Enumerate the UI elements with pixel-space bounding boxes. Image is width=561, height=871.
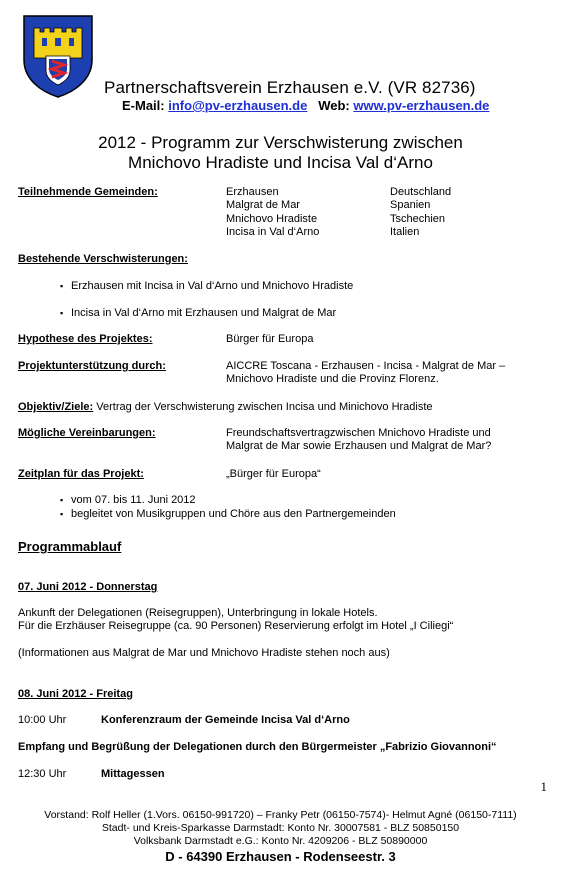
country: Spanien bbox=[390, 199, 431, 212]
day2-event-1: Konferenzraum der Gemeinde Incisa Val d‘Arno bbox=[101, 714, 350, 726]
day1-note: (Informationen aus Malgrat de Mar und Mnichovo Hradiste stehen noch aus) bbox=[18, 647, 390, 659]
day2-reception: Empfang und Begrüßung der Delegationen durch den Bürgermeister „Fabrizio Giovannoni“ bbox=[18, 741, 497, 753]
contact-line bbox=[122, 98, 489, 113]
participants-label: Teilnehmende Gemeinden: bbox=[18, 186, 158, 198]
hypothesis-value: Bürger für Europa bbox=[226, 333, 314, 345]
country: Tschechien bbox=[390, 212, 446, 225]
existing-item: ▪ Incisa in Val d‘Arno mit Erzhausen und Malgrat de Mar bbox=[71, 307, 336, 320]
town: Mnichovo Hradiste bbox=[226, 212, 318, 225]
day2-heading: 08. Juni 2012 - Freitag bbox=[18, 688, 133, 700]
objective-value: Vertrag der Verschwisterung zwischen Incisa und Minichovo Hradiste bbox=[93, 401, 433, 413]
day2-time-1: 10:00 Uhr bbox=[18, 714, 67, 726]
objective-label: Objektiv/Ziele: bbox=[18, 401, 94, 413]
town: Incisa in Val d‘Arno bbox=[226, 226, 320, 239]
support-line: Mnichovo Hradiste und die Provinz Florenz. bbox=[226, 373, 439, 386]
title-line-2: Mnichovo Hradiste und Incisa Val d‘Arno bbox=[128, 153, 433, 172]
footer-bank-1: Stadt- und Kreis-Sparkasse Darmstadt: Konto Nr. 30007581 - BLZ 50850150 bbox=[101, 822, 460, 834]
agreements-value bbox=[226, 427, 491, 454]
web-link[interactable]: www.pv-erzhausen.de bbox=[353, 98, 490, 113]
support-label: Projektunterstützung durch: bbox=[18, 360, 166, 372]
email-link[interactable]: info@pv-erzhausen.de bbox=[168, 98, 308, 113]
day1-line: Ankunft der Delegationen (Reisegruppen), Unterbringung in lokale Hotels. bbox=[18, 607, 378, 619]
hypothesis-label: Hypothese des Projektes: bbox=[18, 333, 153, 345]
schedule-item: ▪ begleitet von Musikgruppen und Chöre aus den Partnergemeinden bbox=[71, 508, 396, 521]
day1-line: Für die Erzhäuser Reisegruppe (ca. 90 Personen) Reservierung erfolgt im Hotel „I Ciliegi“ bbox=[18, 620, 454, 633]
day1-text bbox=[18, 607, 453, 634]
objective-row bbox=[18, 401, 433, 414]
country: Deutschland bbox=[390, 186, 452, 198]
email-label: E-Mail: bbox=[122, 98, 165, 113]
participants-countries bbox=[390, 186, 451, 240]
footer-board: Vorstand: Rolf Heller (1.Vors. 06150-991720) – Franky Petr (06150-7574)- Helmut Agné (06150-7111) bbox=[44, 809, 517, 821]
document-title bbox=[0, 133, 561, 173]
participants-towns bbox=[226, 186, 319, 240]
agreements-line: Malgrat de Mar sowie Erzhausen und Malgrat de Mar? bbox=[226, 440, 492, 453]
organization-name: Partnerschaftsverein Erzhausen e.V. (VR 82736) bbox=[104, 78, 476, 97]
program-heading: Programmablauf bbox=[18, 539, 122, 554]
day2-event-2: Mittagessen bbox=[101, 768, 165, 780]
agreements-label: Mögliche Vereinbarungen: bbox=[18, 427, 156, 439]
existing-item: ▪ Erzhausen mit Incisa in Val d‘Arno und Mnichovo Hradiste bbox=[71, 280, 353, 293]
town: Malgrat de Mar bbox=[226, 199, 300, 212]
agreements-line: Freundschaftsvertragzwischen Mnichovo Hradiste und bbox=[226, 427, 491, 439]
footer-bank-2: Volksbank Darmstadt e.G.: Konto Nr. 4209206 - BLZ 50890000 bbox=[133, 835, 428, 847]
schedule-item: ▪ vom 07. bis 11. Juni 2012 bbox=[71, 494, 196, 507]
day1-heading: 07. Juni 2012 - Donnerstag bbox=[18, 581, 158, 593]
town: Erzhausen bbox=[226, 186, 279, 198]
web-label: Web: bbox=[318, 98, 350, 113]
country: Italien bbox=[390, 226, 420, 239]
support-value bbox=[226, 360, 505, 387]
day2-time-2: 12:30 Uhr bbox=[18, 768, 67, 780]
page-number: 1 bbox=[540, 779, 547, 794]
schedule-label: Zeitplan für das Projekt: bbox=[18, 468, 144, 480]
existing-label: Bestehende Verschwisterungen: bbox=[18, 253, 188, 265]
coat-of-arms-logo bbox=[22, 14, 94, 98]
footer-address: D - 64390 Erzhausen - Rodenseestr. 3 bbox=[165, 849, 396, 864]
schedule-value: „Bürger für Europa“ bbox=[226, 468, 321, 480]
title-line-1: 2012 - Programm zur Verschwisterung zwischen bbox=[98, 133, 463, 152]
support-line: AICCRE Toscana - Erzhausen - Incisa - Malgrat de Mar – bbox=[226, 360, 506, 372]
